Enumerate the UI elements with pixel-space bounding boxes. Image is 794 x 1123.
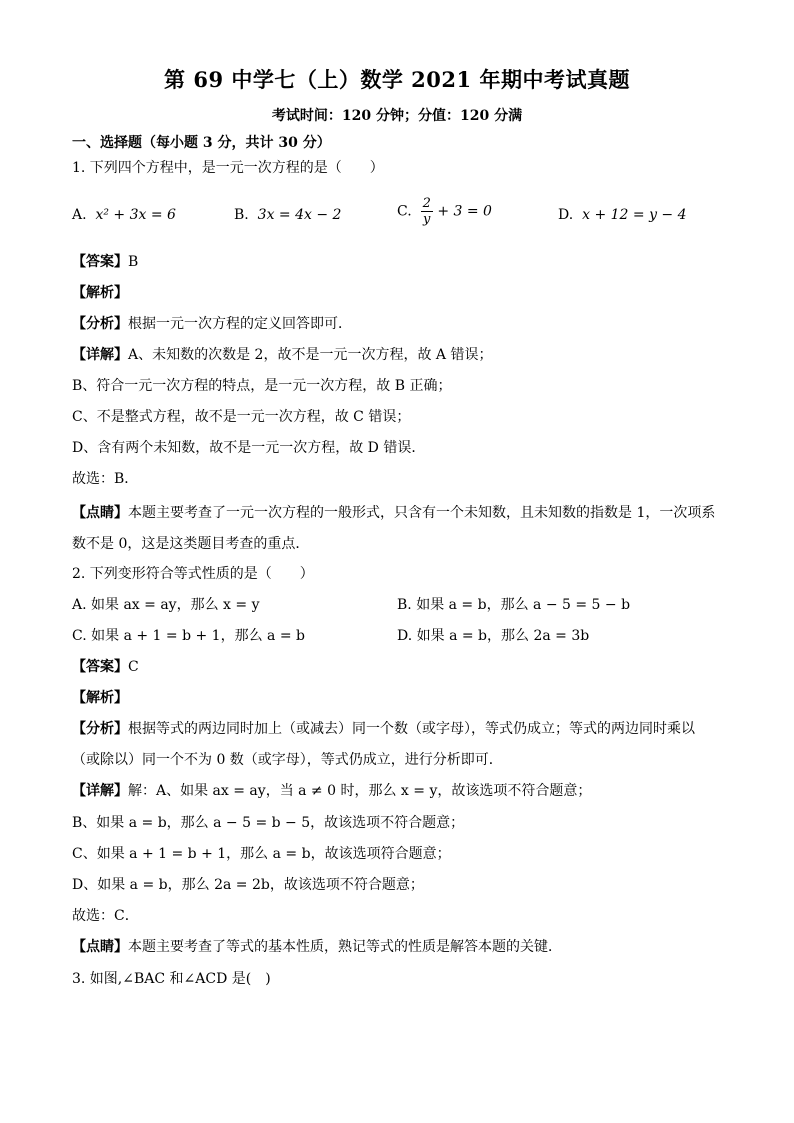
q1-answer: 【答案】B [72, 254, 139, 270]
q2-option-c: C. 如果 a + 1 = b + 1，那么 a = b [72, 628, 305, 644]
q1-option-a: A. x² + 3x = 6 [72, 207, 176, 223]
q2-option-b: B. 如果 a = b，那么 a − 5 = 5 − b [397, 597, 631, 613]
q1-option-b: B. 3x = 4x − 2 [234, 207, 342, 223]
q1-detail-c: C、不是整式方程，故不是一元一次方程，故 C 错误； [72, 409, 411, 425]
q2-choice: 故选：C． [72, 908, 139, 924]
q1-comment: 【点睛】本题主要考查了一元一次方程的一般形式，只含有一个未知数，且未知数的指数是 1，一次项系 [72, 505, 716, 521]
q1-detail: 【详解】A、未知数的次数是 2，故不是一元一次方程，故 A 错误； [72, 347, 493, 363]
q1-jiexi-tag: 【解析】 [72, 285, 128, 301]
q2-analysis: 【分析】根据等式的两边同时加上（或减去）同一个数（或字母），等式仍成立；等式的两边同时乘以 [72, 721, 695, 737]
q2-option-d: D. 如果 a = b，那么 2a = 3b [397, 628, 590, 644]
q1-option-c: C. $\frac{2}{y}$ + 3 = 0 [397, 196, 492, 227]
question-1-stem: 1. 下列四个方程中，是一元一次方程的是（ ） [72, 160, 384, 176]
q2-detail-d: D、如果 a = b，那么 2a = 2b，故该选项不符合题意； [72, 877, 424, 893]
fraction: $\frac{2}{y}$ [422, 196, 431, 227]
question-3-stem: 3. 如图,∠BAC 和∠ACD 是( ) [72, 971, 271, 987]
q2-detail: 【详解】解：A、如果 ax = ay，当 a ≠ 0 时，那么 x = y，故该选项不符合题意； [72, 783, 592, 799]
question-2-stem: 2. 下列变形符合等式性质的是（ ） [72, 566, 314, 582]
q1-analysis: 【分析】根据一元一次方程的定义回答即可． [72, 316, 352, 332]
q2-analysis-cont: （或除以）同一个不为 0 数（或字母），等式仍成立，进行分析即可． [72, 752, 503, 768]
q2-comment: 【点睛】本题主要考查了等式的基本性质，熟记等式的性质是解答本题的关键． [72, 939, 562, 955]
q2-detail-c: C、如果 a + 1 = b + 1，那么 a = b，故该选项符合题意； [72, 846, 451, 862]
q1-comment-cont: 数不是 0，这是这类题目考查的重点． [72, 536, 310, 552]
q2-detail-b: B、如果 a = b，那么 a − 5 = b − 5，故该选项不符合题意； [72, 815, 465, 831]
section-heading: 一、选择题（每小题 3 分，共计 30 分） [72, 135, 331, 151]
q1-option-d: D. x + 12 = y − 4 [558, 207, 687, 223]
exam-info: 考试时间：120 分钟；分值：120 分满 [271, 108, 523, 124]
q2-jiexi-tag: 【解析】 [72, 690, 128, 706]
q1-detail-b: B、符合一元一次方程的特点，是一元一次方程，故 B 正确； [72, 378, 452, 394]
q1-choice: 故选：B． [72, 471, 139, 487]
page-title: 第 69 中学七（上）数学 2021 年期中考试真题 [164, 67, 630, 92]
q1-detail-d: D、含有两个未知数，故不是一元一次方程，故 D 错误． [72, 440, 426, 456]
q2-answer: 【答案】C [72, 659, 139, 675]
q2-option-a: A. 如果 ax = ay，那么 x = y [72, 597, 260, 613]
